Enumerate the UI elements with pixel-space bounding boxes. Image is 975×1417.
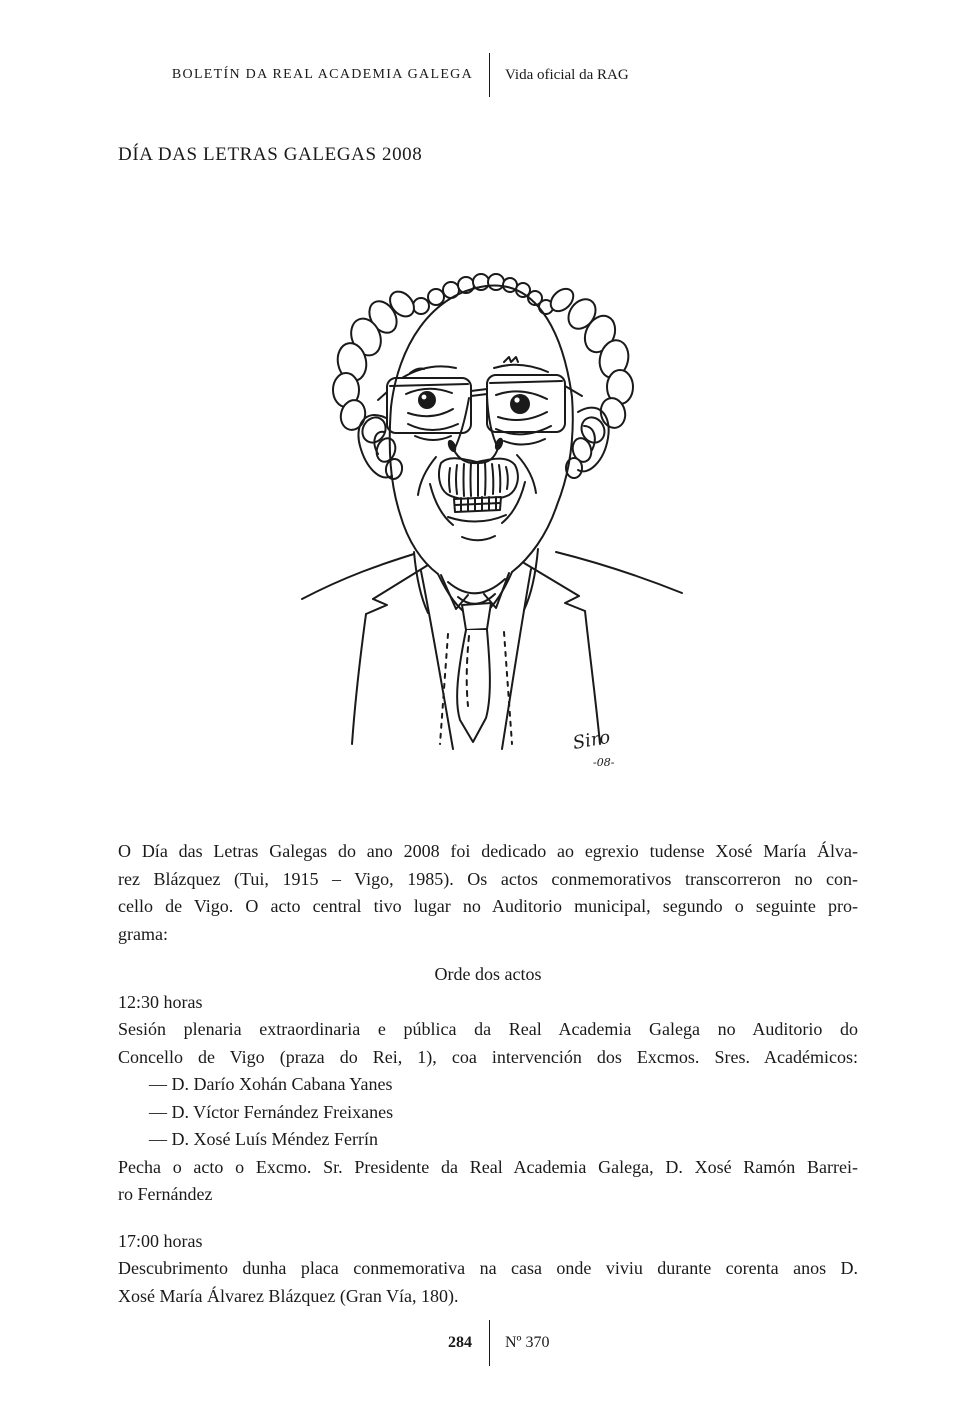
program-session-1700 [118,1228,858,1311]
page-title: DÍA DAS LETRAS GALEGAS 2008 [118,144,423,165]
left-shoulder [302,554,414,599]
hair-top-curls [413,274,553,314]
text-line: — D. Xosé Luís Méndez Ferrín [149,1129,378,1149]
text-line: grama: [118,923,168,944]
text-line: — D. Darío Xohán Cabana Yanes [149,1074,393,1094]
signature-year: -08- [593,756,615,769]
eyes [406,389,551,445]
program-session-1230 [118,989,858,1209]
caricature-illustration [290,252,690,792]
artist-signature [571,727,614,769]
session-1230-description [118,1016,858,1071]
mustache [439,458,518,500]
text-line: rez Blázquez (Tui, 1915 – Vigo, 1985). Os actos conmemorativos transcorreron no con- [118,868,858,889]
text-line: O Día das Letras Galegas do ano 2008 foi dedicado ao egrexio tudense Xosé María Álva- [118,841,858,861]
text-line: Sesión plenaria extraordinaria e pública da Real Academia Galega no Auditorio do [118,1019,858,1039]
text-line: Concello de Vigo (praza do Rei, 1), coa intervención dos Excmos. Sres. Académicos: [118,1046,858,1067]
session-1230-participants [118,1071,858,1154]
session-1700-description [118,1255,858,1310]
session-1230-closing [118,1154,858,1209]
text-line: Xosé María Álvarez Blázquez (Gran Vía, 180). [118,1285,459,1306]
running-header [0,53,975,97]
session-time-1230: 12:30 horas [118,991,203,1012]
mouth [448,497,506,540]
intro-paragraph [118,838,858,948]
text-line: — D. Víctor Fernández Freixanes [149,1101,394,1122]
text-line: cello de Vigo. O acto central tivo lugar no Auditorio municipal, segundo o seguinte pro- [118,896,858,916]
right-shoulder [556,552,682,593]
signature-name: Siro [571,726,612,754]
caricature-figure [290,252,690,792]
face-right-edge [512,397,573,572]
text-line: ro Fernández [118,1184,213,1204]
tie [440,603,512,744]
program-heading: Orde dos actos [434,964,542,984]
text-line: Pecha o acto o Excmo. Sr. Presidente da Real Academia Galega, D. Xosé Ramón Barrei- [118,1156,858,1177]
issue-number: Nº 370 [505,1334,550,1351]
page-number: 284 [448,1334,472,1351]
body-text-column [118,838,858,1310]
text-line: Descubrimento dunha placa conmemorativa na casa onde viviu durante corenta anos D. [118,1258,858,1278]
session-time-1700: 17:00 horas [118,1230,203,1251]
journal-name: BOLETÍN DA REAL ACADEMIA GALEGA [171,67,473,82]
running-footer [0,1320,975,1366]
section-name: Vida oficial da RAG [505,66,629,83]
